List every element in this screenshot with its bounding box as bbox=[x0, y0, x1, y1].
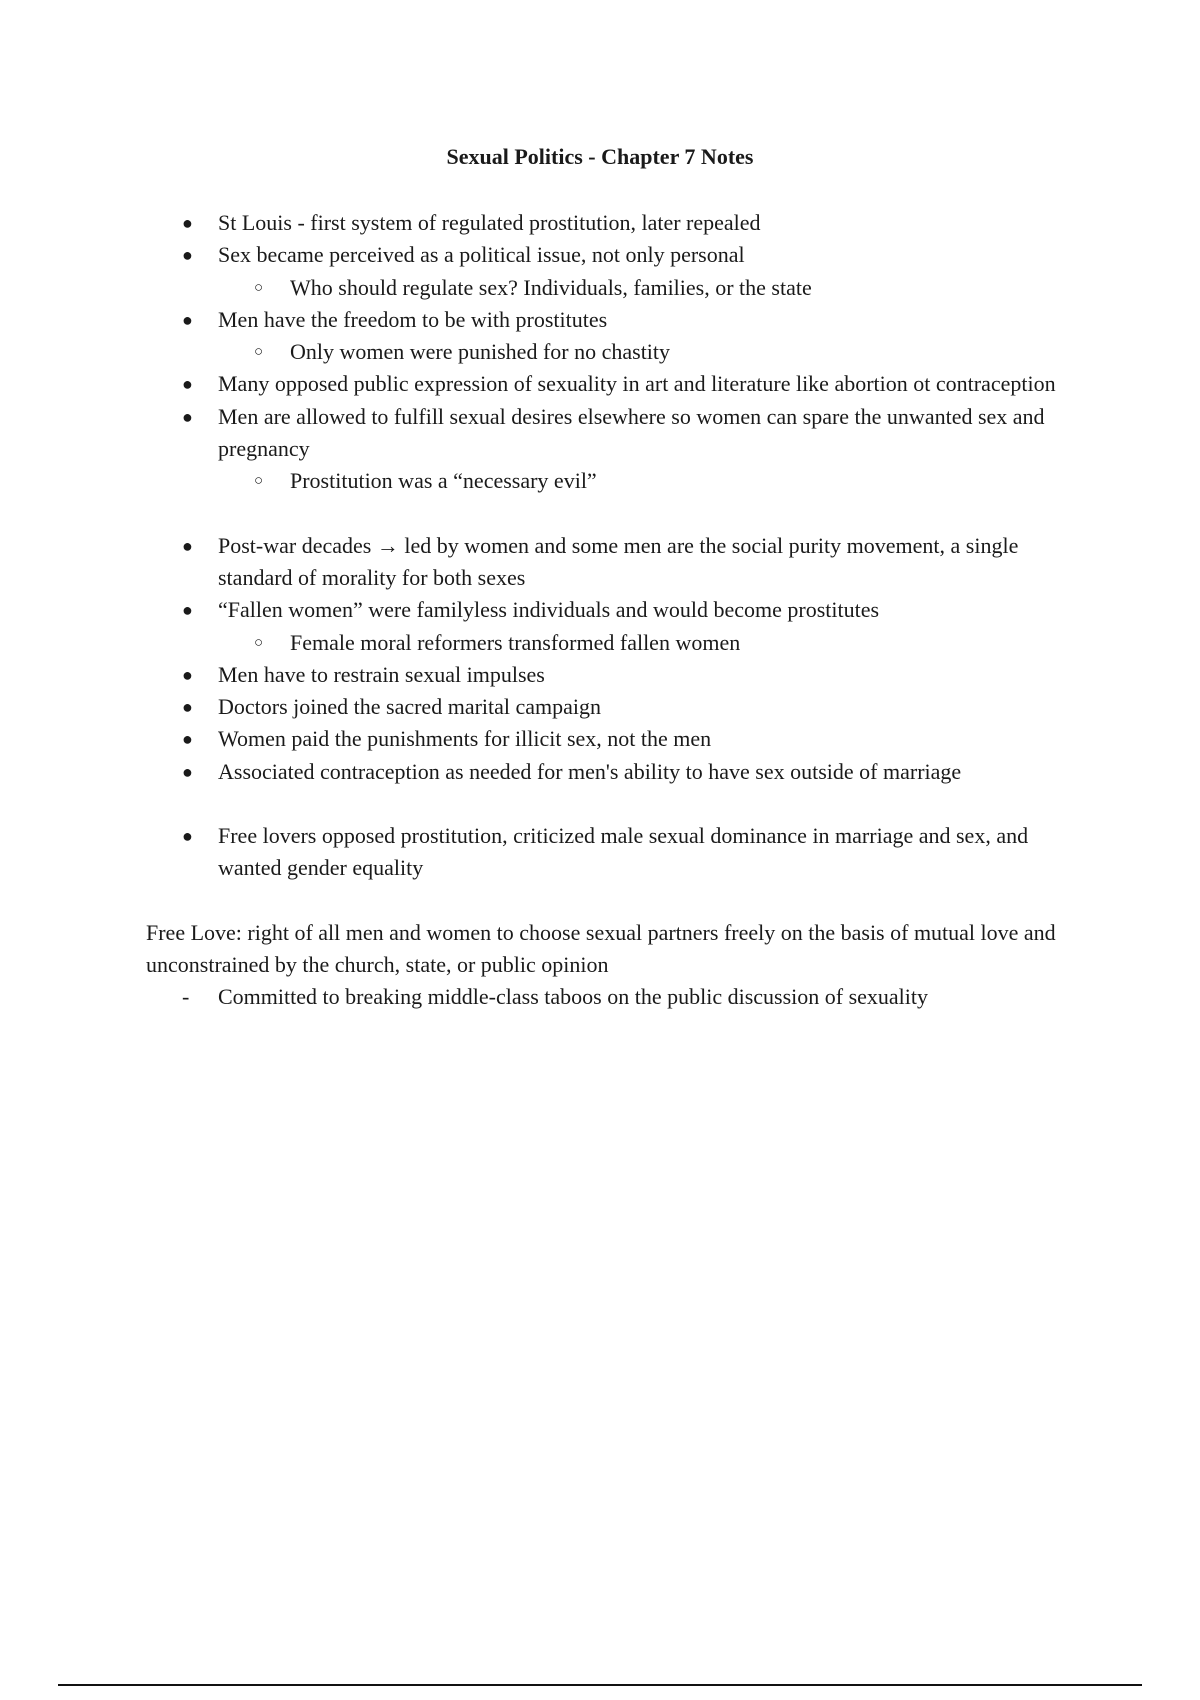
list-item-text: Men have the freedom to be with prostitutes bbox=[218, 306, 608, 332]
spacer bbox=[146, 788, 1096, 820]
bullet-icon: ● bbox=[182, 213, 193, 233]
list-item-text: St Louis - first system of regulated prostitution, later repealed bbox=[218, 210, 761, 235]
list-item bbox=[146, 659, 1096, 691]
bullet-icon: ● bbox=[182, 826, 193, 847]
list-item-text: Men have to restrain sexual impulses bbox=[218, 661, 545, 687]
list-item-text: Many opposed public expression of sexuality in art and literature like abortion ot contraception bbox=[218, 371, 1056, 397]
list-item bbox=[146, 530, 1096, 595]
list-item-text: Men are allowed to fulfill sexual desires elsewhere so women can spare the unwanted sex and pregnancy bbox=[218, 403, 1045, 462]
list-item bbox=[146, 691, 1096, 723]
bullet-icon: ● bbox=[182, 729, 193, 750]
sub-bullet-icon: ○ bbox=[254, 473, 264, 490]
sub-bullet-icon: ○ bbox=[254, 279, 264, 296]
list-item bbox=[146, 820, 1096, 885]
bullet-icon: ● bbox=[182, 309, 193, 330]
bullet-icon: ● bbox=[182, 697, 193, 718]
bullet-icon: ● bbox=[182, 600, 193, 621]
sub-list-item bbox=[146, 272, 1096, 304]
sub-bullet-icon: ○ bbox=[254, 344, 264, 361]
list-item bbox=[146, 207, 1096, 239]
list-item-text: Associated contraception as needed for men's ability to have sex outside of marriage bbox=[218, 758, 962, 784]
list-item-text: Only women were punished for no chastity bbox=[290, 339, 671, 365]
sub-list-item bbox=[146, 465, 1096, 497]
bullet-icon: ● bbox=[182, 664, 193, 685]
list-item bbox=[146, 368, 1096, 400]
page-bottom-rule bbox=[58, 1684, 1142, 1686]
page-title: Sexual Politics - Chapter 7 Notes bbox=[446, 144, 754, 169]
list-item bbox=[146, 723, 1096, 755]
bullet-icon: ● bbox=[182, 761, 193, 782]
list-item-text: Prostitution was a “necessary evil” bbox=[290, 468, 597, 494]
spacer bbox=[146, 498, 1096, 530]
sub-list-item bbox=[146, 336, 1096, 368]
bullet-icon: ● bbox=[182, 245, 193, 266]
list-item bbox=[146, 594, 1096, 626]
sub-list-item bbox=[146, 627, 1096, 659]
free-love-definition: Free Love: right of all men and women to choose sexual partners freely on the basis of mutual love and unconstrained by the church, state, or public opinion bbox=[146, 919, 1056, 977]
list-item bbox=[146, 401, 1096, 466]
list-item-text: “Fallen women” were familyless individuals and would become prostitutes bbox=[218, 597, 880, 623]
list-item-text: Post-war decades → led by women and some men are the social purity movement, a single standard of morality for both sexes bbox=[218, 532, 1019, 590]
dash-list-item bbox=[146, 981, 1096, 1013]
list-item-text: Who should regulate sex? Individuals, families, or the state bbox=[290, 274, 812, 300]
list-item-text: Committed to breaking middle-class taboos on the public discussion of sexuality bbox=[218, 984, 929, 1010]
list-item-text: Free lovers opposed prostitution, criticized male sexual dominance in marriage and sex, and wanted gender equality bbox=[218, 823, 1029, 881]
list-item-text: Female moral reformers transformed fallen women bbox=[290, 629, 741, 655]
list-item bbox=[146, 756, 1096, 788]
bullet-icon: ● bbox=[182, 374, 193, 395]
sub-bullet-icon: ○ bbox=[254, 634, 264, 651]
bullet-icon: ● bbox=[182, 406, 193, 427]
list-item-text: Doctors joined the sacred marital campaign bbox=[218, 694, 602, 720]
bullet-icon: ● bbox=[182, 535, 193, 556]
list-item-text: Sex became perceived as a political issue, not only personal bbox=[218, 242, 745, 268]
list-item bbox=[146, 239, 1096, 271]
dash-icon: - bbox=[182, 984, 190, 1010]
list-item-text: Women paid the punishments for illicit sex, not the men bbox=[218, 726, 712, 752]
notes-body bbox=[146, 207, 1096, 1014]
list-item bbox=[146, 304, 1096, 336]
